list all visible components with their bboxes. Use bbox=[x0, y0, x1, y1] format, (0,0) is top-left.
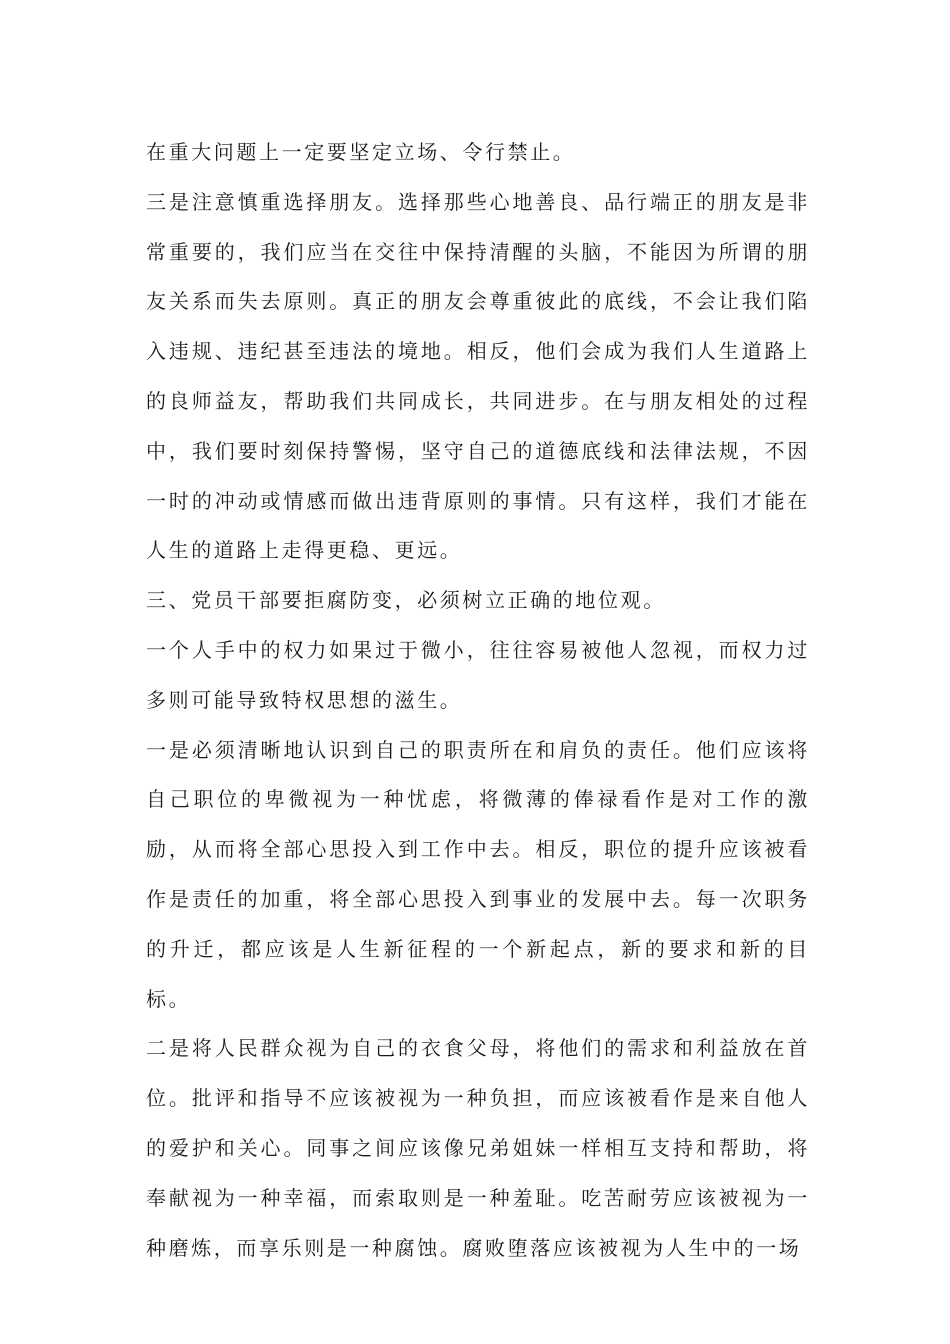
paragraph-duties: 一是必须清晰地认识到自己的职责所在和肩负的责任。他们应该将自己职位的卑微视为一种忧虑，将微薄的俸禄看作是对工作的激励，从而将全部心思投入到工作中去。相反，职位的提升应该被看作是责任的加重，将全部心思投入到事业的发展中去。每一次职务的升迁，都应该是人生新征程的一个新起点，新的要求和新的目标。 bbox=[146, 737, 810, 1011]
section-heading-status-view: 三、党员干部要拒腐防变，必须树立正确的地位观。 bbox=[146, 588, 666, 613]
paragraph-power: 一个人手中的权力如果过于微小，往往容易被他人忽视，而权力过多则可能导致特权思想的滋生。 bbox=[146, 637, 810, 712]
paragraph-people-first: 二是将人民群众视为自己的衣食父母，将他们的需求和利益放在首位。批评和指导不应该被视为一种负担，而应该被看作是来自他人的爱护和关心。同事之间应该像兄弟姐妹一样相互支持和帮助，将奉献视为一种幸福，而索取则是一种羞耻。吃苦耐劳应该被视为一种磨炼，而享乐则是一种腐蚀。腐败堕落应该被视为人生中的一场 bbox=[146, 1036, 810, 1260]
document-body bbox=[146, 128, 810, 1273]
paragraph-continuation: 在重大问题上一定要坚定立场、令行禁止。 bbox=[146, 140, 576, 164]
paragraph-choose-friends: 三是注意慎重选择朋友。选择那些心地善良、品行端正的朋友是非常重要的，我们应当在交往中保持清醒的头脑，不能因为所谓的朋友关系而失去原则。真正的朋友会尊重彼此的底线，不会让我们陷入违规、违纪甚至违法的境地。相反，他们会成为我们人生道路上的良师益友，帮助我们共同成长，共同进步。在与朋友相处的过程中，我们要时刻保持警惕，坚守自己的道德底线和法律法规，不因一时的冲动或情感而做出违背原则的事情。只有这样，我们才能在人生的道路上走得更稳、更远。 bbox=[146, 189, 810, 563]
